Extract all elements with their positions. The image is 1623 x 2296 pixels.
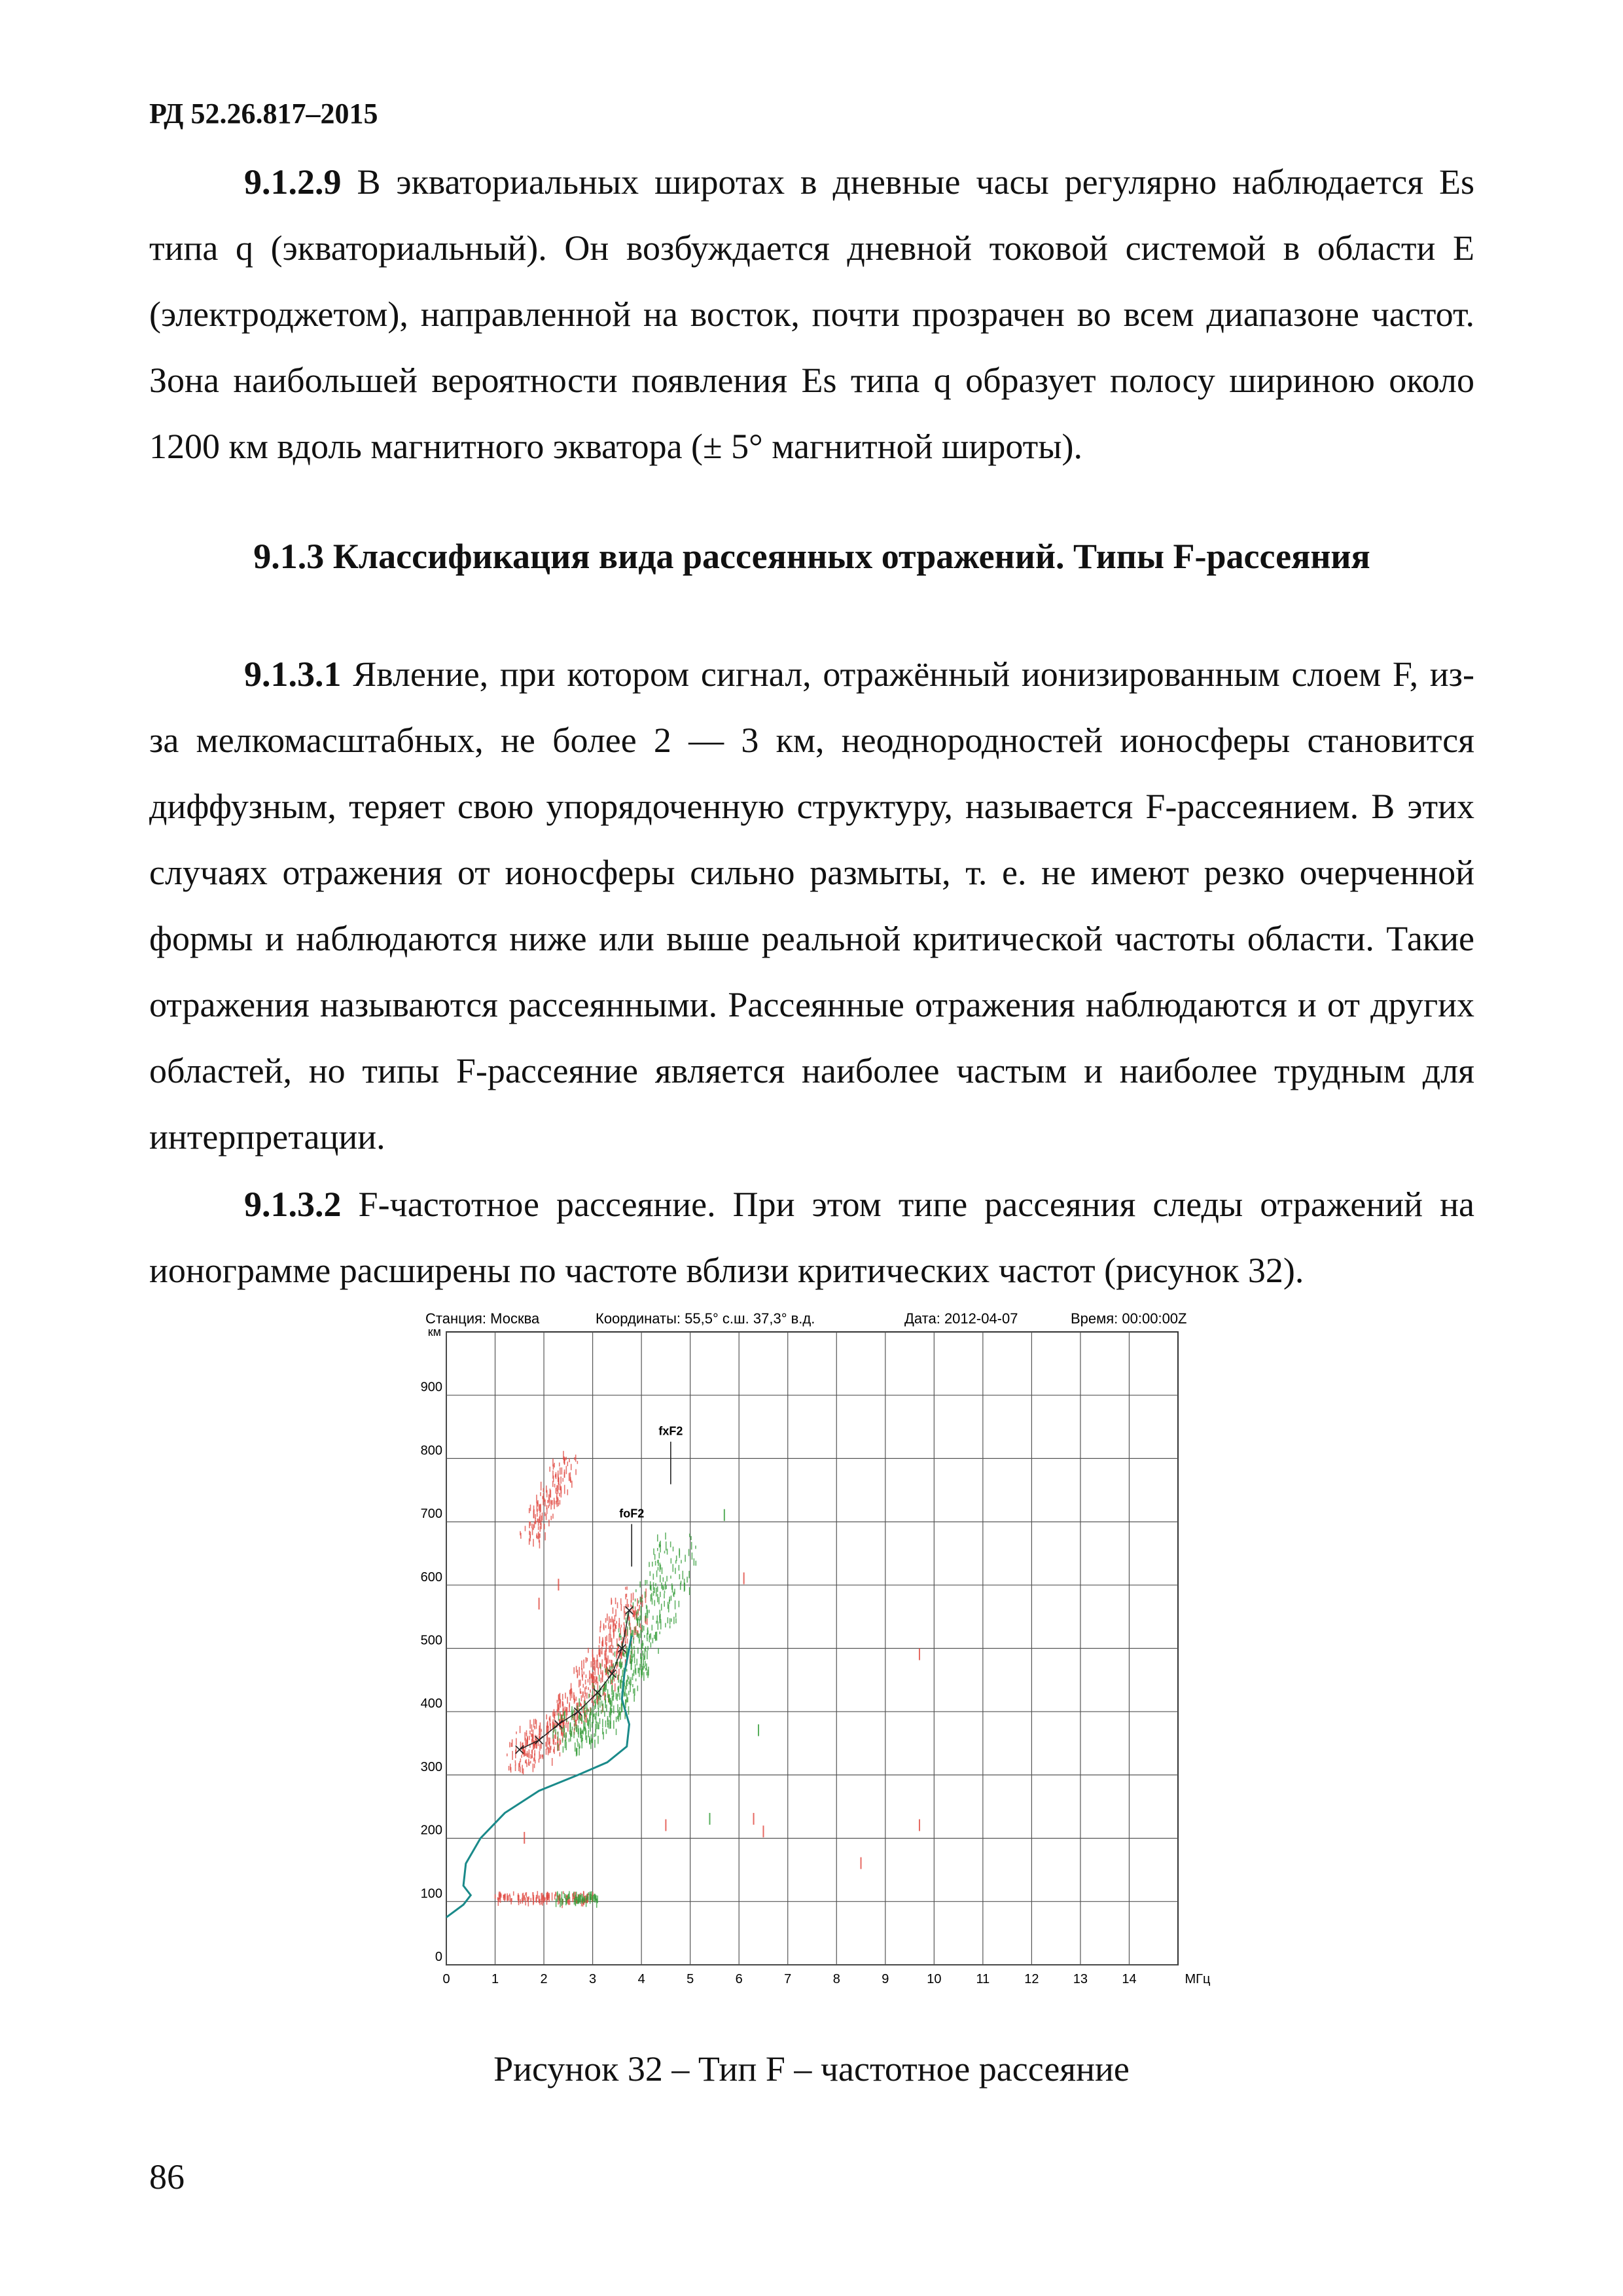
x-tick-label: 5 [687,1972,694,1986]
paragraph-9-1-3-1 [149,641,1474,1170]
ionogram-chart [412,1302,1217,2009]
y-tick-label: 100 [420,1886,442,1901]
y-tick-label: 0 [435,1950,442,1964]
y-tick-label: 500 [420,1633,442,1648]
x-tick-label: 8 [832,1972,840,1986]
x-tick-label: 13 [1073,1972,1088,1986]
x-tick-label: 4 [637,1972,645,1986]
x-tick-label: 1 [491,1972,499,1986]
paragraph-text: F-частотное рассеяние. При этом типе рассеяния следы отражений на ионограмме расширены по частоте вблизи критических частот (рисунок 32). [149,1185,1474,1290]
x-tick-label: 10 [927,1972,942,1986]
y-tick-label: 900 [420,1380,442,1395]
x-tick-label: 7 [784,1972,792,1986]
y-tick-label: 800 [420,1443,442,1458]
x-tick-label: 3 [589,1972,597,1986]
station-label: Станция: Москва [425,1310,540,1327]
x-tick-label: 11 [976,1972,990,1986]
paragraph-9-1-3-2 [149,1172,1474,1304]
x-tick-label: 12 [1024,1972,1039,1986]
y-axis-unit-label: км [427,1325,441,1338]
figure-caption: Рисунок 32 – Тип F – частотное рассеяние [493,2049,1130,2089]
section-number: 9.1.2.9 [244,162,342,202]
y-tick-label: 200 [420,1823,442,1838]
section-number: 9.1.3.2 [244,1185,342,1224]
annotation-label: fxF2 [658,1424,683,1438]
trace-point-marker [626,1606,633,1614]
paragraph-text: Явление, при котором сигнал, отражённый ионизированным слоем F, из-за мелкомасштабных, не более 2 — 3 км, неоднородностей ионосферы становится диффузным, теряет свою упорядоченную структуру, называется F-рассеянием. В этих случаях отражения от ионосферы сильно размыты, т. е. не имеют резко очерченной формы и наблюдаются ниже или выше реальной критической частоты области. Такие отражения называются рассеянными. Рассеянные отражения наблюдаются и от других областей, но типы F-рассеяние является наиболее частым и наиболее трудным для интерпретации. [149,655,1474,1157]
date-label: Дата: 2012-04-07 [904,1310,1018,1327]
page-number: 86 [149,2157,185,2197]
section-heading-9-1-3: 9.1.3 Классификация вида рассеянных отражений. Типы F-рассеяния [253,537,1370,576]
document-id: РД 52.26.817–2015 [149,98,378,130]
coordinates-label: Координаты: 55,5° с.ш. 37,3° в.д. [596,1310,815,1327]
x-tick-label: 2 [540,1972,548,1986]
y-tick-label: 700 [420,1507,442,1522]
ionogram-figure [412,1302,1217,2009]
annotation-label: foF2 [619,1507,645,1520]
x-tick-label: 9 [882,1972,889,1986]
x-tick-label: 0 [442,1972,450,1986]
density-profile-line [446,1636,632,1917]
paragraph-9-1-2-9 [149,149,1474,480]
y-tick-label: 600 [420,1570,442,1585]
y-tick-label: 400 [420,1696,442,1712]
section-number: 9.1.3.1 [244,655,342,694]
x-tick-label: 6 [735,1972,743,1986]
time-label: Время: 00:00:00Z [1071,1310,1187,1327]
x-axis-unit-label: МГц [1185,1972,1211,1986]
paragraph-text: В экваториальных широтах в дневные часы регулярно наблюдается Es типа q (экваториальный). Он возбуждается дневной токовой системой в области E (электроджетом), направленной на восток, почти прозрачен во всем диапазоне частот. Зона наибольшей вероятности появления Es типа q образует полосу шириною около 1200 км вдоль магнитного экватора (± 5° магнитной широты). [149,162,1474,466]
x-tick-label: 14 [1122,1972,1137,1986]
y-tick-label: 300 [420,1759,442,1774]
